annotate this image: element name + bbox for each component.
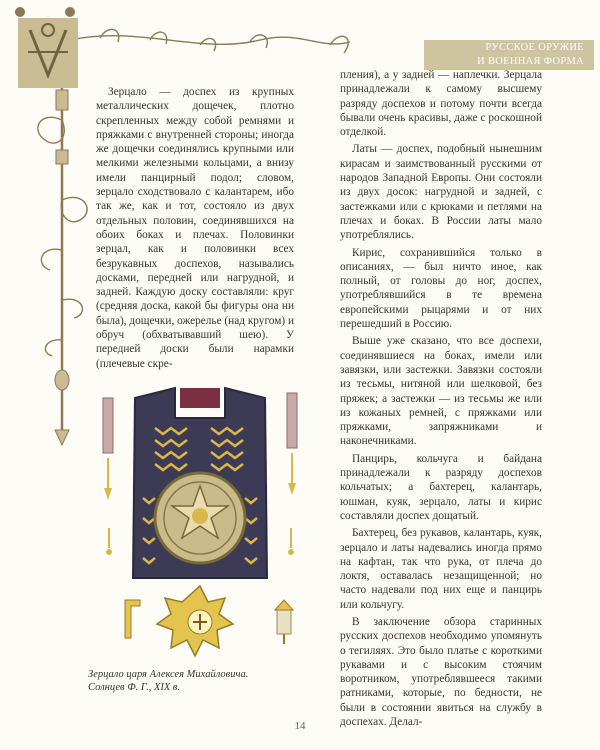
paragraph: Латы — доспех, подобный нынешним кирасам и заимствованный русскими от народов Западной Европы. Они состояли из двух досок: нагрудной и задней, с застежками или с крюками и петлями на плечах и боках. В России латы мало употреблялись. [340, 143, 542, 242]
paragraph: Бахтерец, без рукавов, калантарь, куяк, зерцало и латы надевались иногда прямо на кафтан, так что рука, от плеча до локтя, оставалась незащищенной; но часто надевали под них еще и панцирь или кольчугу. [340, 527, 542, 611]
figure-caption [88, 668, 308, 694]
paragraph: Зерцало — доспех из крупных металлических дощечек, плотно скрепленных между собой ремнями и пряжками с внутренней стороны; иногда же дощечки соединялись крупными или мелкими железными кольцами, а внизу имели панцирный подол; словом, зерцало сходствовало с калантарем, ибо так же, как и тот, состояло из двух отдельных половин, соединявшихся на обоих боках и плечах. Половинки зерцал, как и половинки всех безрукавных доспехов, назывались досками, передней или нагрудной, и задней. Каждую доску составляли: круг (средняя доска, какой бы фигуры она ни была), дощечки, ожерелье (над кругом) и обруч (обхватывавший шею). У передней доски были нарамки (плечевые скре- [96, 86, 295, 370]
gold-bracket-piece [125, 600, 140, 638]
caption-line-2: Солнцев Ф. Г., XIX в. [88, 682, 181, 693]
right-text-column [340, 68, 542, 729]
paragraph: Выше уже сказано, что все доспехи, соединявшиеся на боках, имели или завязки, или застежки. Завязки состояли из тесьмы, нитяной или шелковой, без пряжек; а застежки — из тесьмы же или из кожаных ремней, с пряжками или пряжками, запряжниками и наконечниками. [340, 335, 542, 448]
left-strap [103, 398, 113, 500]
paragraph: Панцирь, кольчуга и байдана принадлежали к разряду доспехов кольчатых; а бахтерец, калантарь, юшман, куяк, зерцало, латы и кирис составляли доспех дощатый. [340, 452, 542, 522]
cuirass [133, 388, 267, 578]
header-line-1: РУССКОЕ ОРУЖИЕ [485, 42, 584, 53]
section-header [424, 40, 594, 70]
header-line-2: И ВОЕННАЯ ФОРМА [477, 56, 584, 67]
paragraph: Кирис, сохранившийся только в описаниях, — был ничто иное, как полный, от головы до ног, доспех, употреблявшийся в те времена европейскими рыцарями и от них перешедший в Россию. [340, 246, 542, 331]
lantern-piece [275, 600, 293, 644]
zertsalo-armor-illustration [85, 378, 315, 663]
page-number: 14 [294, 720, 306, 732]
right-strap [287, 393, 297, 495]
paragraph: В заключение обзора старинных русских доспехов необходимо упомянуть о тегиляях. Это было платье с короткими рукавами и с высоким стоячим воротником, употреблявшееся такими ратниками, которые, по бедности, не были в состоянии явиться на службу в доспехах. Делал- [340, 615, 542, 729]
caption-line-1: Зерцало царя Алексея Михайловича. [88, 669, 249, 680]
paragraph: пления), а у задней — наплечки. Зерцала принадлежали к самому высшему разряду доспехов и потому почти всегда бывали очень красивы, даже с роскошной отделкой. [340, 69, 542, 139]
gold-star-plate [157, 586, 233, 656]
monogram-ornament [15, 7, 78, 88]
left-text-column [96, 85, 294, 371]
